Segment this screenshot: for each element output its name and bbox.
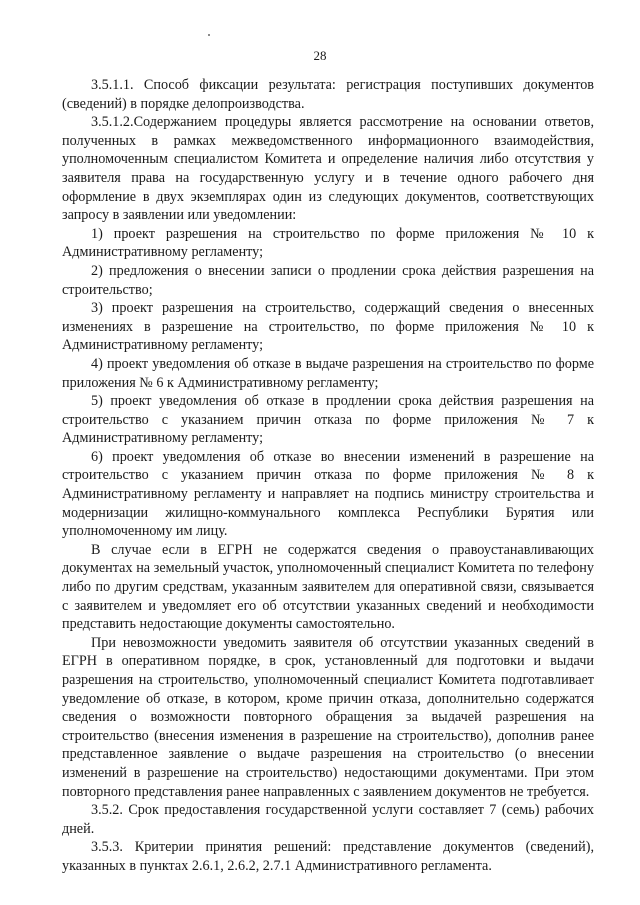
paragraph-3-5-2: 3.5.2. Срок предоставления государственной услуги составляет 7 (семь) рабочих дней. xyxy=(62,802,594,837)
paragraph-notification-impossible: При невозможности уведомить заявителя об отсутствии указанных сведений в ЕГРН в оперативном порядке, в срок, установленный для подготовки и выдачи разрешения на строительство, уполномоченный специалист Комитета подготавливает уведомление об отказе, в котором, кроме причин отказа, дополнительно содержатся сведения о возможности повторного обращения за выдачей разрешения на строительство (внесения изменения в разрешение на строительство), дополнив ранее представленное заявление о выдаче разрешения на строительство (о внесении изменений в разрешение на строительство) недостающими документами. При этом повторного представления ранее направленных с заявлением документов не требуется. xyxy=(62,634,594,800)
list-item-2: 2) предложения о внесении записи о продлении срока действия разрешения на строительство; xyxy=(62,262,594,298)
scan-speck xyxy=(208,34,210,36)
paragraph-egrn-case: В случае если в ЕГРН не содержатся сведения о правоустанавливающих документах на земельный участок, уполномоченный специалист Комитета по телефону либо по другим средствам, указанным заявителем для оперативной связи, связывается с заявителем и уведомляет его об отсутствии указанных сведений и необходимости представить недостающие документы самостоятельно. xyxy=(62,541,594,633)
list-item-5: 5) проект уведомления об отказе в продлении срока действия разрешения на строительство с указанием причин отказа по форме приложения № 7 к Административному регламенту; xyxy=(62,393,594,447)
page-number: 28 xyxy=(313,48,327,63)
list-item-4: 4) проект уведомления об отказе в выдаче разрешения на строительство по форме приложения № 6 к Административному регламенту; xyxy=(62,355,594,391)
paragraph-3-5-3: 3.5.3. Критерии принятия решений: представление документов (сведений), указанных в пунктах 2.6.1, 2.6.2, 2.7.1 Административного регламента. xyxy=(62,839,594,874)
paragraph-3-5-1-1: 3.5.1.1. Способ фиксации результата: регистрация поступивших документов (сведений) в порядке делопроизводства. xyxy=(62,77,594,112)
paragraph-3-5-1-2: 3.5.1.2.Содержанием процедуры является рассмотрение на основании ответов, полученных в рамках межведомственного информационного взаимодействия, уполномоченным специалистом Комитета и определение наличия либо отсутствия у заявителя права на государственную услугу и в течение одного рабочего дня оформление в двух экземплярах один из следующих документов, соответствующих запросу в заявлении или уведомлении: xyxy=(62,114,594,224)
document-body xyxy=(62,76,594,876)
list-item-3: 3) проект разрешения на строительство, содержащий сведения о внесенных изменениях в разрешение на строительство, по форме приложения № 10 к Административному регламенту; xyxy=(62,300,594,354)
list-item-6: 6) проект уведомления об отказе во внесении изменений в разрешение на строительство с указанием причин отказа по форме приложения № 8 к Административному регламенту и направляет на подпись министру строительства и модернизации жилищно-коммунального комплекса Республики Бурятия или уполномоченному им лицу. xyxy=(62,448,594,540)
list-item-1: 1) проект разрешения на строительство по форме приложения № 10 к Административному регламенту; xyxy=(62,225,594,261)
